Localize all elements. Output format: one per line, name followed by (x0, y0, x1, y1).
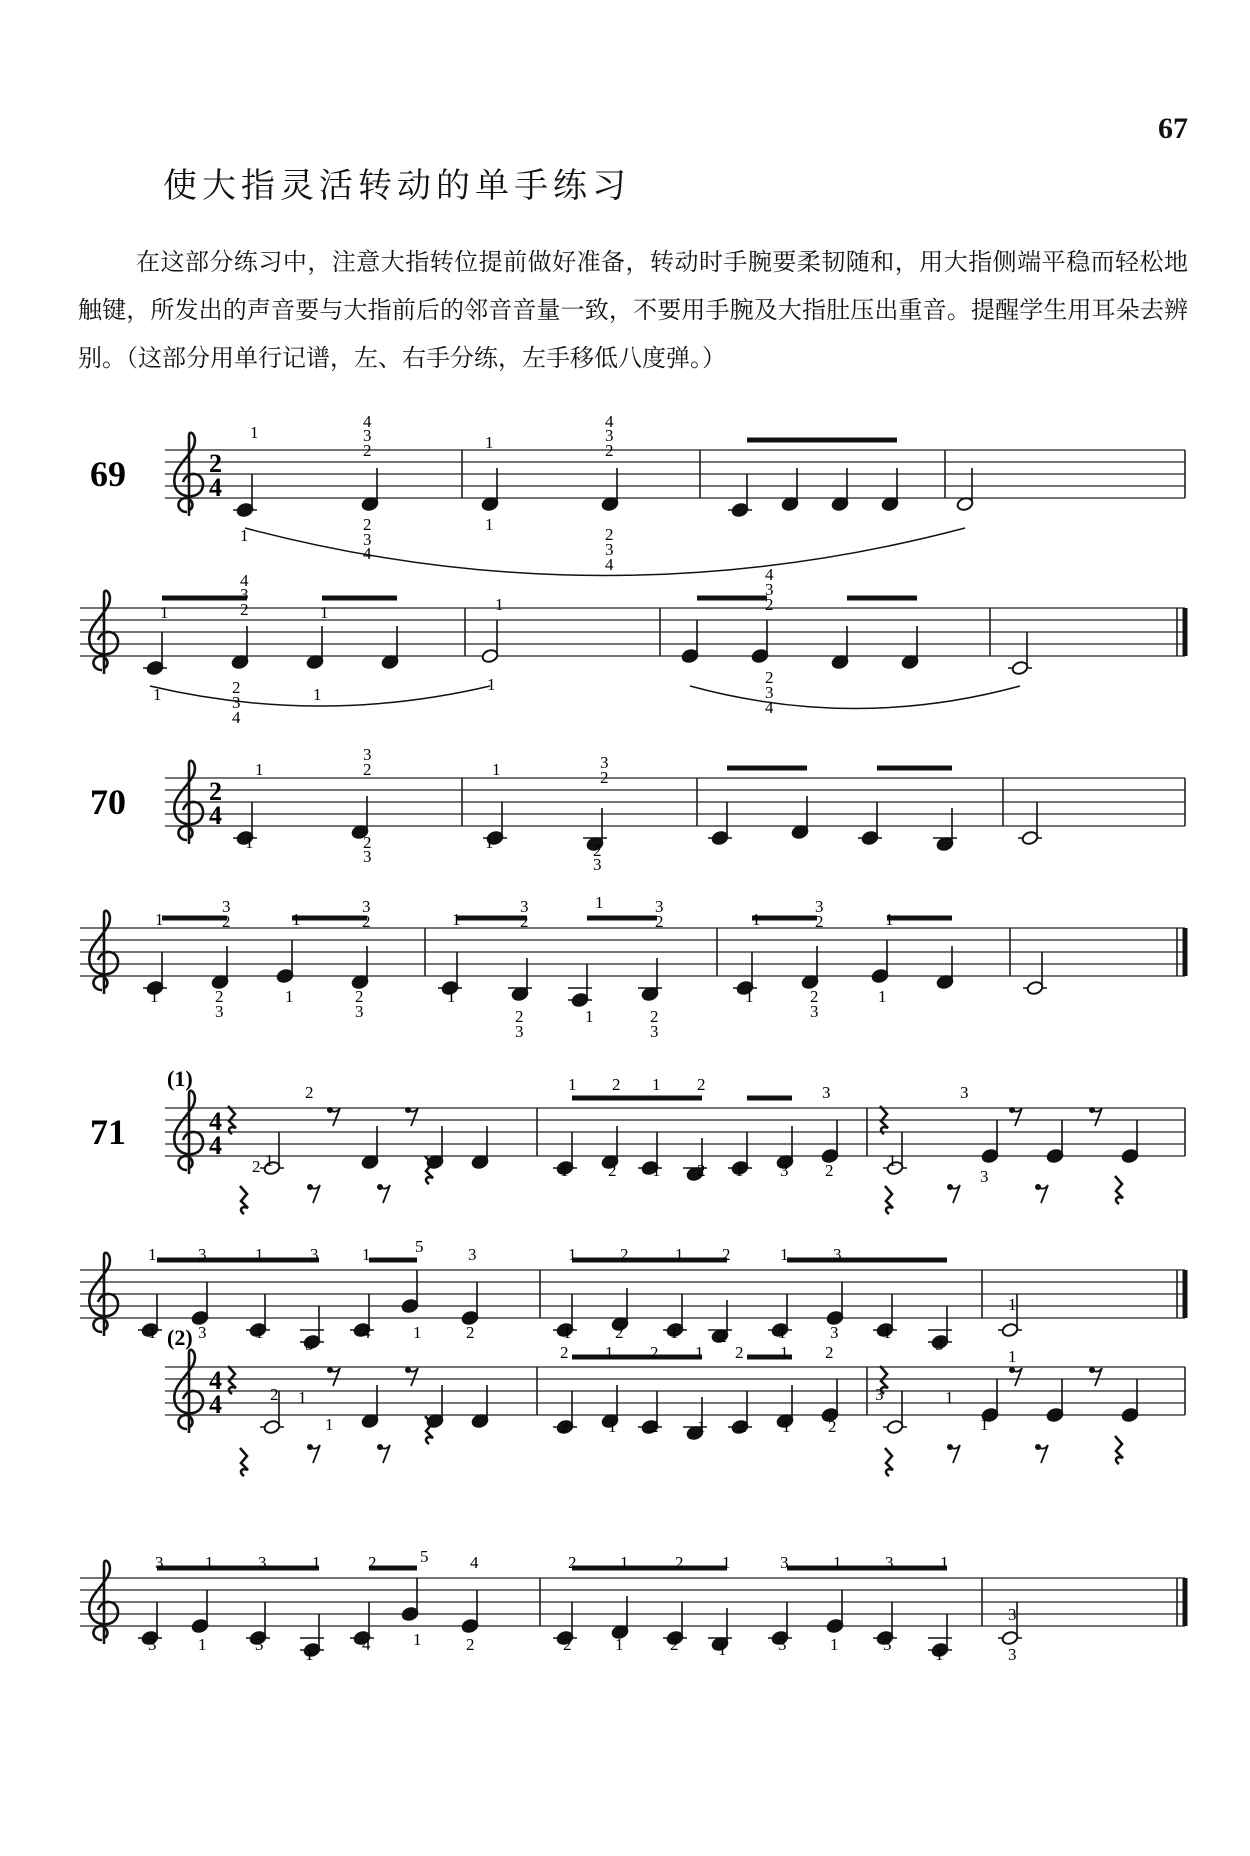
fingering-number: 1 (745, 987, 754, 1006)
fingering-number: 3 (605, 426, 614, 445)
fingering-number: 3 (1008, 1645, 1017, 1664)
fingering-number: 1 (255, 1323, 264, 1342)
quarter-rest-icon (228, 1366, 236, 1394)
fingering-number: 2 (520, 912, 529, 931)
fingering-number: 1 (697, 1417, 706, 1436)
fingering-number: 1 (620, 1553, 629, 1572)
quarter-rest-icon (885, 1448, 893, 1476)
fingering-number: 1 (148, 1323, 157, 1342)
variation-label: (2) (167, 1325, 193, 1350)
fingering-number: 3 (885, 1553, 894, 1572)
exercise-number: 71 (90, 1112, 126, 1152)
fingering-number: 2 (615, 1323, 624, 1342)
quarter-rest-icon (240, 1186, 248, 1214)
fingering-number: 3 (355, 1002, 364, 1021)
fingering-number: 1 (447, 987, 456, 1006)
fingering-number: 1 (782, 1417, 791, 1436)
fingering-number: 2 (605, 441, 614, 460)
eighth-rest-icon (1012, 1108, 1022, 1126)
fingering-number: 1 (670, 1323, 679, 1342)
fingering-number: 3 (593, 855, 602, 874)
fingering-number: 3 (468, 1245, 477, 1264)
fingering-number: 1 (563, 1323, 572, 1342)
fingering-number: 3 (362, 897, 371, 916)
fingering-number: 1 (1008, 1347, 1017, 1366)
fingering-number: 3 (363, 745, 372, 764)
fingering-number: 3 (1008, 1605, 1017, 1624)
fingering-number: 2 (368, 1553, 377, 1572)
notes (138, 468, 1139, 1658)
fingering-number: 1 (240, 526, 249, 545)
staff-lines (80, 928, 1185, 976)
fingering-number: 2 (815, 912, 824, 931)
fingering-number: 3 (935, 1335, 944, 1354)
fingering-number: 2 (738, 1417, 747, 1436)
page-number: 67 (1158, 112, 1188, 145)
fingering-number: 3 (780, 1161, 789, 1180)
fingering-number: 2 (650, 1417, 659, 1436)
ex71-2-line2 (80, 1561, 1185, 1644)
quarter-rest-icon (880, 1366, 888, 1394)
fingering-number: 2 (355, 987, 364, 1006)
fingering-number: 2 (605, 525, 614, 544)
fingering-number: 2 (305, 1083, 314, 1102)
time-signature-bottom: 4 (209, 1390, 222, 1419)
eighth-rest-icon (330, 1368, 340, 1386)
fingering-number: 1 (718, 1640, 727, 1659)
fingering-number: 2 (363, 833, 372, 852)
fingering-number: 1 (325, 1415, 334, 1434)
fingering-number: 1 (160, 603, 169, 622)
time-signature-top: 2 (209, 449, 222, 478)
fingering-number: 1 (362, 1245, 371, 1264)
fingering-number: 1 (292, 910, 301, 929)
eighth-rest-icon (408, 1108, 418, 1126)
exercise-number: 70 (90, 782, 126, 822)
fingering-number: 3 (520, 897, 529, 916)
fingering-number: 1 (722, 1553, 731, 1572)
fingering-number: 1 (888, 1151, 897, 1170)
fingering-number: 3 (363, 530, 372, 549)
fingering-number: 1 (312, 1553, 321, 1572)
eighth-rest-icon (310, 1185, 320, 1203)
fingering-number: 2 (215, 987, 224, 1006)
quarter-rest-icon (885, 1186, 893, 1214)
fingering-number: 1 (883, 1323, 892, 1342)
intro-text: 在这部分练习中，注意大指转位提前做好准备，转动时手腕要柔韧随和，用大指侧端平稳而轻松地触键，所发出的声音要与大指前后的邻音音量一致，不要用手腕及大指肚压出重音。提醒学生用耳朵去辨别。（这部分用单行记谱，左、右手分练，左手移低八度弹。） (78, 248, 1188, 372)
fingering-number: 1 (675, 1245, 684, 1264)
ex70-line2 (80, 911, 1185, 994)
fingering-number: 1 (568, 1245, 577, 1264)
fingering-number: 1 (485, 833, 494, 852)
fingering-number: 2 (735, 1343, 744, 1362)
fingering-number: 1 (885, 910, 894, 929)
eighth-rest-icon (310, 1445, 320, 1463)
fingering-number: 1 (780, 1245, 789, 1264)
fingering-number: 1 (778, 1323, 787, 1342)
fingering-number: 1 (935, 1645, 944, 1664)
fingering-number: 1 (298, 1388, 307, 1407)
fingering-number: 1 (452, 910, 461, 929)
fingering-number: 2 (670, 1635, 679, 1654)
fingering-number: 3 (875, 1385, 884, 1404)
fingering-number: 2 (718, 1327, 727, 1346)
staff-lines (165, 1108, 1185, 1156)
fingering-number: 2 (722, 1245, 731, 1264)
slur (690, 686, 1020, 709)
fingering-number: 2 (620, 1245, 629, 1264)
fingering-number: 1 (615, 1635, 624, 1654)
quarter-rest-icon (1115, 1436, 1123, 1464)
fingering-number: 1 (595, 893, 604, 912)
ex71-1-line2 (80, 1253, 1185, 1336)
fingering-number: 1 (735, 1161, 744, 1180)
fingering-number: 1 (153, 685, 162, 704)
fingering-number: 1 (148, 1245, 157, 1264)
fingering-number: 2 (363, 515, 372, 534)
fingering-number: 4 (363, 412, 372, 431)
eighth-rest-icon (330, 1108, 340, 1126)
fingering-number: 3 (155, 1553, 164, 1572)
eighth-rest-icon (1038, 1445, 1048, 1463)
fingering-number: 5 (415, 1237, 424, 1256)
fingering-number: 3 (215, 1002, 224, 1021)
fingering-number: 1 (413, 1630, 422, 1649)
fingering-number: 1 (255, 1245, 264, 1264)
fingering-number: 1 (313, 685, 322, 704)
fingering-number: 1 (830, 1635, 839, 1654)
fingering-number: 2 (765, 668, 774, 687)
time-signature-top: 4 (209, 1366, 222, 1395)
fingering-number: 1 (833, 1553, 842, 1572)
fingering-number: 2 (765, 595, 774, 614)
fingering-number: 2 (270, 1385, 279, 1404)
eighth-rest-icon (1038, 1185, 1048, 1203)
fingering-number: 3 (232, 693, 241, 712)
fingering-number: 3 (363, 847, 372, 866)
fingering-number: 3 (258, 1553, 267, 1572)
fingering-number: 1 (198, 1635, 207, 1654)
fingering-number: 1 (605, 1343, 614, 1362)
fingering-number: 2 (466, 1323, 475, 1342)
fingering-number: 3 (883, 1635, 892, 1654)
eighth-rest-icon (950, 1445, 960, 1463)
fingering-number: 2 (560, 1343, 569, 1362)
eighth-rest-icon (380, 1445, 390, 1463)
fingering-number: 4 (240, 571, 249, 590)
fingering-number: 2 (655, 912, 664, 931)
fingering-number: 1 (487, 675, 496, 694)
fingering-number: 2 (232, 678, 241, 697)
fingering-number: 2 (563, 1635, 572, 1654)
eighth-rest-icon (950, 1185, 960, 1203)
fingering-number: 4 (363, 544, 372, 563)
fingering-number: 2 (810, 987, 819, 1006)
fingering-number: 3 (960, 1083, 969, 1102)
fingering-number: 3 (240, 585, 249, 604)
fingering-number: 3 (255, 1635, 264, 1654)
time-signature-bottom: 4 (209, 1131, 222, 1160)
fingering-number: 2 (568, 1553, 577, 1572)
fingering-number: 2 (650, 1007, 659, 1026)
fingering-number: 1 (695, 1343, 704, 1362)
fingering-number: 5 (305, 1335, 314, 1354)
fingering-number: 2 (825, 1161, 834, 1180)
fingering-number: 2 (608, 1161, 617, 1180)
eighth-rest-icon (380, 1185, 390, 1203)
fingering-number: 2 (466, 1635, 475, 1654)
fingering-number: 1 (560, 1161, 569, 1180)
fingering-number: 4 (362, 1323, 371, 1342)
fingering-number: 1 (413, 1323, 422, 1342)
ex69-line1 (90, 433, 1185, 516)
fingering-number: 2 (675, 1553, 684, 1572)
fingering-number: 4 (605, 555, 614, 574)
fingering-number: 1 (320, 603, 329, 622)
time-signature-top: 2 (209, 777, 222, 806)
fingering-number: 4 (765, 565, 774, 584)
fingering-number: 1 (205, 1553, 214, 1572)
fingering-number: 2 (560, 1417, 569, 1436)
staff-lines (80, 1270, 1185, 1318)
fingering-number: 1 (1008, 1295, 1017, 1314)
fingering-number: 3 (765, 580, 774, 599)
fingering-number: 3 (765, 683, 774, 702)
exercise-number: 69 (90, 454, 126, 494)
fingering-number: 1 (940, 1553, 949, 1572)
fingering-number: 2 (252, 1157, 261, 1176)
fingering-number: 3 (650, 1022, 659, 1041)
time-signature-bottom: 4 (209, 801, 222, 830)
fingering-number: 4 (470, 1553, 479, 1572)
fingering-number: 3 (148, 1635, 157, 1654)
fingering-number: 3 (830, 1323, 839, 1342)
fingering-number: 2 (515, 1007, 524, 1026)
fingering-number: 1 (585, 1007, 594, 1026)
fingering-number: 3 (605, 540, 614, 559)
fingering-number: 4 (232, 708, 241, 727)
staff-lines (165, 778, 1185, 826)
fingering-number: 2 (593, 841, 602, 860)
eighth-rest-icon (408, 1368, 418, 1386)
quarter-rest-icon (1115, 1176, 1123, 1204)
fingering-number: 1 (980, 1415, 989, 1434)
fingering-number: 1 (945, 1388, 954, 1407)
fingering-number: 2 (828, 1417, 837, 1436)
fingering-number: 1 (285, 987, 294, 1006)
fingering-number: 1 (305, 1645, 314, 1664)
fingering-number: 1 (495, 595, 504, 614)
fingering-number: 2 (362, 912, 371, 931)
fingering-number: 1 (752, 910, 761, 929)
fingering-number: 1 (568, 1075, 577, 1094)
staff-lines (165, 450, 1185, 498)
staff-lines (165, 1367, 1185, 1415)
fingering-number: 1 (608, 1417, 617, 1436)
fingering-number: 1 (245, 833, 254, 852)
fingering-number: 2 (697, 1075, 706, 1094)
fingering-number: 3 (515, 1022, 524, 1041)
fingering-number: 3 (833, 1245, 842, 1264)
fingering-number: 3 (980, 1167, 989, 1186)
fingering-number: 3 (780, 1553, 789, 1572)
staff-lines (80, 1578, 1185, 1626)
fingering-number: 1 (492, 760, 501, 779)
fingering-number: 3 (822, 1083, 831, 1102)
fingering-number: 1 (155, 910, 164, 929)
fingering-number: 3 (778, 1635, 787, 1654)
fingering-number: 3 (222, 897, 231, 916)
fingering-number: 3 (198, 1323, 207, 1342)
variation-label: (1) (167, 1066, 193, 1091)
time-signature-bottom: 4 (209, 473, 222, 502)
fingering-number: 3 (810, 1002, 819, 1021)
fingering-number: 2 (650, 1343, 659, 1362)
fingering-number: 3 (363, 426, 372, 445)
eighth-rest-icon (1092, 1368, 1102, 1386)
fingering-number: 2 (363, 441, 372, 460)
fingering-number: 4 (362, 1635, 371, 1654)
time-signature-top: 4 (209, 1107, 222, 1136)
fingering-number: 1 (265, 1151, 274, 1170)
fingering-number: 2 (222, 912, 231, 931)
fingering-number: 4 (765, 698, 774, 717)
fingering-number: 2 (612, 1075, 621, 1094)
fingering-number: 3 (310, 1245, 319, 1264)
fingering-number: 2 (363, 760, 372, 779)
eighth-rest-icon (1012, 1368, 1022, 1386)
section-title: 使大指灵活转动的单手练习 (163, 166, 631, 206)
fingering-number: 1 (150, 987, 159, 1006)
fingering-number: 1 (878, 987, 887, 1006)
fingering-number: 1 (652, 1075, 661, 1094)
fingering-number: 2 (825, 1343, 834, 1362)
fingering-number: 2 (697, 1161, 706, 1180)
fingering-number: 1 (250, 423, 259, 442)
fingering-number: 3 (815, 897, 824, 916)
fingering-number: 1 (485, 515, 494, 534)
fingering-number: 4 (605, 412, 614, 431)
fingering-number: 1 (780, 1343, 789, 1362)
fingering-number: 1 (255, 760, 264, 779)
fingering-number: 3 (600, 753, 609, 772)
slurs (150, 528, 1020, 709)
fingering-number: 2 (240, 600, 249, 619)
fingering-number: 1 (652, 1161, 661, 1180)
fingering-number: 5 (420, 1547, 429, 1566)
fingering-number: 3 (655, 897, 664, 916)
eighth-rest-icon (1092, 1108, 1102, 1126)
fingering-number: 2 (600, 768, 609, 787)
fingering-number: 3 (198, 1245, 207, 1264)
quarter-rest-icon (240, 1448, 248, 1476)
fingering-number: 1 (485, 433, 494, 452)
